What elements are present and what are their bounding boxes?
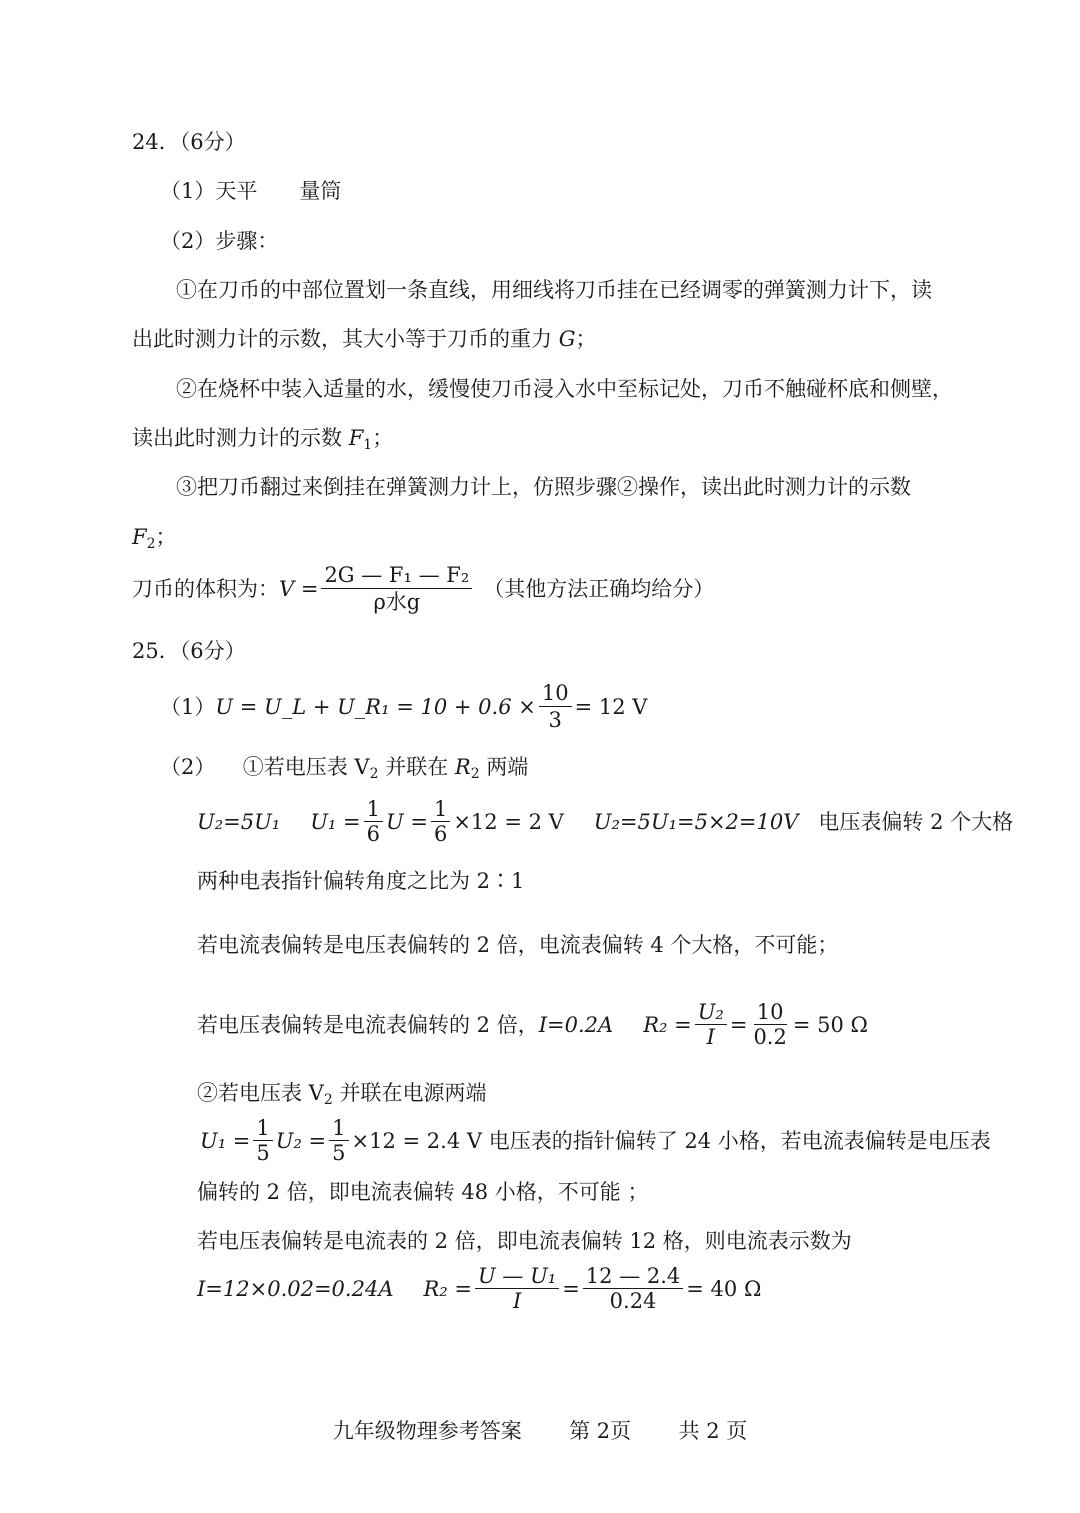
q25-part1 xyxy=(160,680,647,733)
q25-header: 25．（6分） xyxy=(132,639,246,663)
volume-lhs: V = xyxy=(279,576,319,601)
text: ②若电压表 V xyxy=(197,1081,324,1105)
q24-part1: （1）天平 量筒 xyxy=(160,179,342,203)
result: = 12 V xyxy=(574,694,648,719)
fraction-denominator: 6 xyxy=(366,822,380,846)
result: = 40 Ω xyxy=(686,1276,762,1301)
equation: U₂=5U₁ xyxy=(197,809,281,834)
var-g: G xyxy=(558,327,576,351)
text: ； xyxy=(155,525,177,549)
fraction-denominator: 5 xyxy=(256,1141,270,1165)
volume-note: （其他方法正确均给分） xyxy=(483,576,715,601)
equation: U₁ = xyxy=(310,809,361,834)
fraction xyxy=(431,797,450,846)
equation: I=12×0.02=0.24A xyxy=(197,1276,394,1301)
q24-step2-line2 xyxy=(132,423,393,453)
text: ； xyxy=(372,426,394,450)
text: 电压表偏转 2 个大格 xyxy=(818,809,1014,834)
equation: I=0.2A xyxy=(538,1012,614,1037)
q25-case1-line4 xyxy=(197,1000,868,1049)
var-f: F xyxy=(132,525,147,549)
fraction xyxy=(475,1264,559,1313)
equation: U = U_L + U_R₁ = 10 + 0.6 × xyxy=(215,694,536,719)
fraction xyxy=(329,1116,348,1165)
text: ； xyxy=(575,327,597,351)
q25-case2-line3: 若电压表偏转是电流表的 2 倍，即电流表偏转 12 格，则电流表示数为 xyxy=(197,1229,852,1253)
q25-case1-title xyxy=(160,752,528,782)
subscript: 1 xyxy=(363,437,373,453)
equation: U₁ = xyxy=(200,1128,251,1153)
fraction-denominator: 0.2 xyxy=(753,1025,787,1049)
footer-title: 九年级物理参考答案 xyxy=(332,1419,522,1443)
equation: U₂ = xyxy=(275,1128,327,1153)
volume-fraction xyxy=(321,562,472,615)
q24-volume-formula xyxy=(132,562,714,615)
q25-case2-line1 xyxy=(200,1116,991,1165)
equation: R₂ = xyxy=(423,1276,473,1301)
q25-case2-line2: 偏转的 2 倍，即电流表偏转 48 小格，不可能 ； xyxy=(197,1180,649,1204)
text: 出此时测力计的示数，其大小等于刀币的重力 xyxy=(132,327,552,351)
part-label: （2） xyxy=(160,755,216,779)
fraction xyxy=(583,1264,683,1313)
equals: = xyxy=(562,1276,580,1301)
text: 两端 xyxy=(486,755,529,779)
q24-step3-line2 xyxy=(132,522,177,552)
q25-case1-line2: 两种电表指针偏转角度之比为 2∶1 xyxy=(197,869,525,893)
fraction-numerator: 10 xyxy=(539,680,572,707)
fraction-numerator: 1 xyxy=(364,797,383,822)
fraction-numerator: 1 xyxy=(329,1116,348,1141)
text: 若电压表偏转是电流表偏转的 2 倍， xyxy=(197,1012,539,1037)
q24-part2: （2）步骤： xyxy=(160,229,279,253)
fraction-numerator: 12 — 2.4 xyxy=(583,1264,683,1289)
equation: ×12 = 2 V xyxy=(453,809,564,834)
q24-step1-line1: ①在刀币的中部位置划一条直线，用细线将刀币挂在已经调零的弹簧测力计下，读 xyxy=(176,278,932,302)
fraction xyxy=(695,1000,727,1049)
q25-case2-title xyxy=(197,1078,486,1108)
fraction-numerator: U — U₁ xyxy=(475,1264,559,1289)
fraction xyxy=(253,1116,272,1165)
fraction-denominator: ρ水g xyxy=(373,590,421,614)
footer-page-number: 第 2页 xyxy=(569,1419,632,1443)
fraction-numerator: 2G — F₁ — F₂ xyxy=(321,562,472,589)
q25-case2-line4 xyxy=(197,1264,761,1313)
text: 读出此时测力计的示数 xyxy=(132,426,342,450)
fraction-denominator: 6 xyxy=(433,822,448,846)
fraction-denominator: 0.24 xyxy=(609,1289,657,1313)
text: ×12 = 2.4 V 电压表的指针偏转了 24 小格，若电流表偏转是电压表 xyxy=(351,1128,991,1153)
subscript: 2 xyxy=(369,766,379,782)
q24-step3-line1: ③把刀币翻过来倒挂在弹簧测力计上，仿照步骤②操作，读出此时测力计的示数 xyxy=(176,475,911,499)
q24-header: 24．（6分） xyxy=(132,130,246,154)
volume-label: 刀币的体积为： xyxy=(132,576,279,601)
text: 并联在电源两端 xyxy=(339,1081,487,1105)
text: ①若电压表 V xyxy=(242,755,370,779)
q24-step1-line2 xyxy=(132,324,596,354)
q25-case1-line3: 若电流表偏转是电压表偏转的 2 倍，电流表偏转 4 个大格，不可能； xyxy=(197,933,839,957)
equation: U₂=5U₁=5×2=10V xyxy=(593,809,799,834)
var-f: F xyxy=(348,426,364,450)
fraction-denominator: 5 xyxy=(332,1141,346,1165)
subscript: 2 xyxy=(146,536,156,552)
q25-case1-line1 xyxy=(197,797,1013,846)
footer-page-total: 共 2 页 xyxy=(678,1419,748,1443)
fraction-numerator: U₂ xyxy=(695,1000,727,1025)
equals: = xyxy=(729,1012,748,1037)
part-label: （1） xyxy=(160,694,216,719)
fraction-numerator: 1 xyxy=(431,797,450,822)
page-footer xyxy=(0,1415,1080,1445)
text: 并联在 xyxy=(385,755,449,779)
fraction-numerator: 10 xyxy=(754,1000,787,1025)
result: = 50 Ω xyxy=(792,1012,868,1037)
subscript: 2 xyxy=(470,766,480,782)
var-r: R xyxy=(454,755,471,779)
q24-step2-line1: ②在烧杯中装入适量的水，缓慢使刀币浸入水中至标记处，刀币不触碰杯底和侧壁， xyxy=(176,377,953,401)
fraction xyxy=(364,797,383,846)
fraction-denominator: I xyxy=(706,1025,715,1049)
equation: R₂ = xyxy=(643,1012,692,1037)
fraction-numerator: 1 xyxy=(253,1116,272,1141)
fraction xyxy=(750,1000,789,1049)
fraction-denominator: I xyxy=(512,1289,522,1313)
fraction-denominator: 3 xyxy=(548,708,562,732)
subscript: 2 xyxy=(323,1092,333,1108)
equation: U = xyxy=(385,809,428,834)
fraction xyxy=(539,680,572,733)
